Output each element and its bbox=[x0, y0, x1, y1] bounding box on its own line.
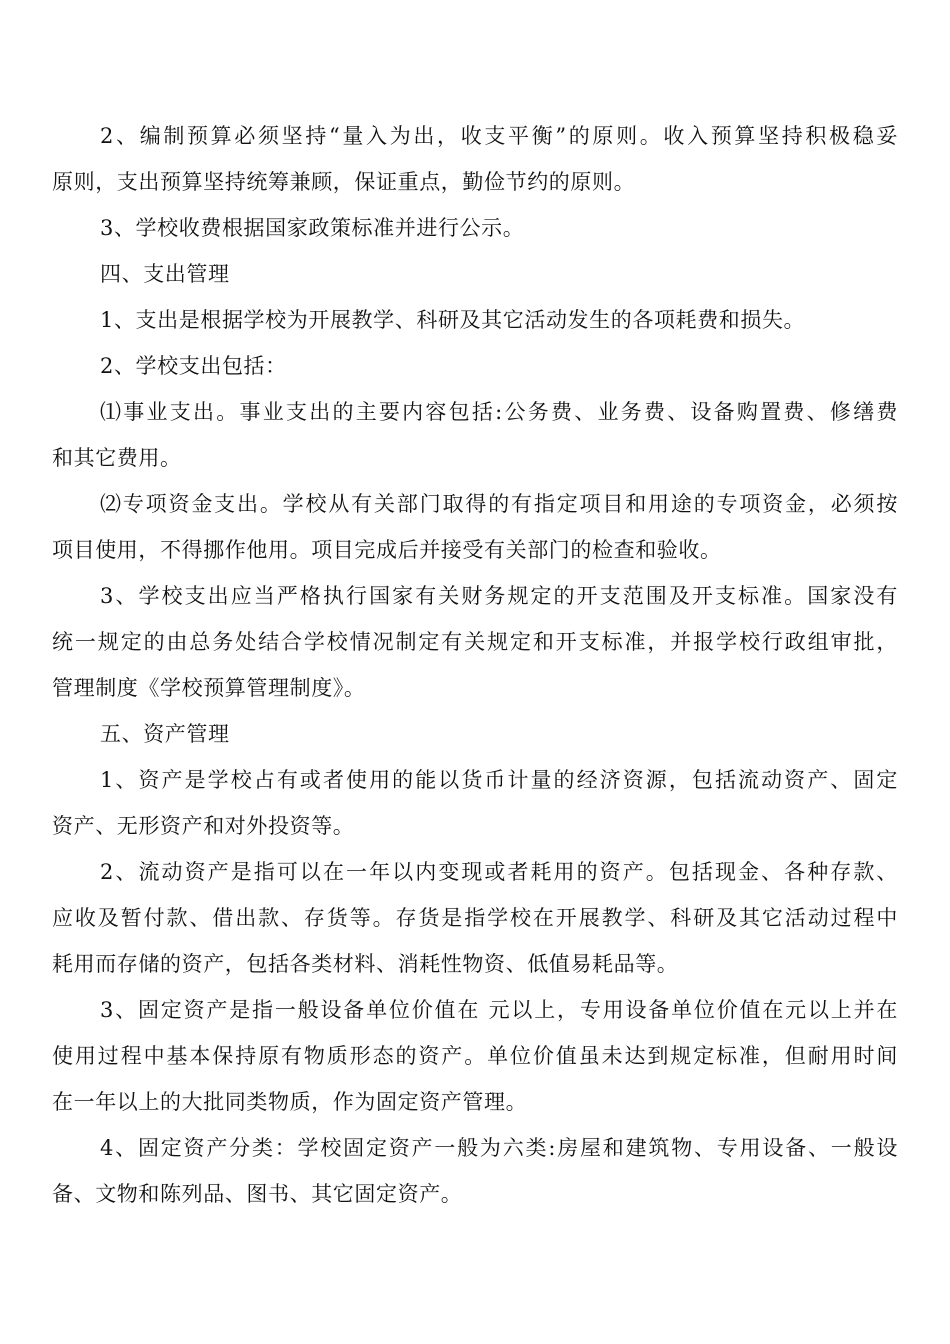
text-line: 3、固定资产是指一般设备单位价值在 元以上，专用设备单位价值在元以上并在 bbox=[100, 998, 898, 1022]
text-line: 项目使用，不得挪作他用。项目完成后并接受有关部门的检查和验收。 bbox=[52, 538, 722, 562]
text-line: 统一规定的由总务处结合学校情况制定有关规定和开支标准，并报学校行政组审批， bbox=[52, 630, 898, 654]
text-line: 使用过程中基本保持原有物质形态的资产。单位价值虽未达到规定标准，但耐用时间 bbox=[52, 1044, 898, 1068]
paragraph-current-assets bbox=[52, 849, 898, 987]
paragraph-fees-publicity bbox=[52, 205, 898, 251]
text-line: 五、资产管理 bbox=[100, 722, 230, 746]
text-line: 1、支出是根据学校为开展教学、科研及其它活动发生的各项耗费和损失。 bbox=[100, 308, 806, 332]
paragraph-fixed-asset-categories bbox=[52, 1125, 898, 1217]
paragraph-assets-definition bbox=[52, 757, 898, 849]
paragraph-fixed-assets bbox=[52, 987, 898, 1125]
text-line: 备、文物和陈列品、图书、其它固定资产。 bbox=[52, 1182, 463, 1206]
paragraph-expenditure-includes bbox=[52, 343, 898, 389]
section-heading-assets bbox=[52, 711, 898, 757]
text-line: 3、学校收费根据国家政策标准并进行公示。 bbox=[100, 216, 525, 240]
text-line: 四、支出管理 bbox=[100, 262, 230, 286]
text-line: 2、编制预算必须坚持“量入为出，收支平衡”的原则。收入预算坚持积极稳妥 bbox=[100, 124, 898, 148]
text-line: 4、固定资产分类：学校固定资产一般为六类:房屋和建筑物、专用设备、一般设 bbox=[100, 1136, 898, 1160]
text-line: 管理制度《学校预算管理制度》。 bbox=[52, 676, 366, 700]
text-line: ⑴事业支出。事业支出的主要内容包括:公务费、业务费、设备购置费、修缮费 bbox=[100, 400, 898, 424]
text-line: 2、学校支出包括： bbox=[100, 354, 287, 378]
text-line: 2、流动资产是指可以在一年以内变现或者耗用的资产。包括现金、各种存款、 bbox=[100, 860, 898, 884]
paragraph-expenditure-standards bbox=[52, 573, 898, 711]
paragraph-special-funds bbox=[52, 481, 898, 573]
text-line: 3、学校支出应当严格执行国家有关财务规定的开支范围及开支标准。国家没有 bbox=[100, 584, 898, 608]
text-line: 原则，支出预算坚持统筹兼顾，保证重点，勤俭节约的原则。 bbox=[52, 170, 636, 194]
text-line: 和其它费用。 bbox=[52, 446, 182, 470]
paragraph-budget-principle bbox=[52, 113, 898, 205]
text-line: 资产、无形资产和对外投资等。 bbox=[52, 814, 355, 838]
paragraph-expenditure-definition bbox=[52, 297, 898, 343]
text-line: 在一年以上的大批同类物质，作为固定资产管理。 bbox=[52, 1090, 528, 1114]
text-line: ⑵专项资金支出。学校从有关部门取得的有指定项目和用途的专项资金，必须按 bbox=[100, 492, 898, 516]
paragraph-business-expenditure bbox=[52, 389, 898, 481]
text-line: 应收及暂付款、借出款、存货等。存货是指学校在开展教学、科研及其它活动过程中 bbox=[52, 906, 898, 930]
section-heading-expenditure bbox=[52, 251, 898, 297]
text-line: 1、资产是学校占有或者使用的能以货币计量的经济资源，包括流动资产、固定 bbox=[100, 768, 898, 792]
text-line: 耗用而存储的资产，包括各类材料、消耗性物资、低值易耗品等。 bbox=[52, 952, 679, 976]
